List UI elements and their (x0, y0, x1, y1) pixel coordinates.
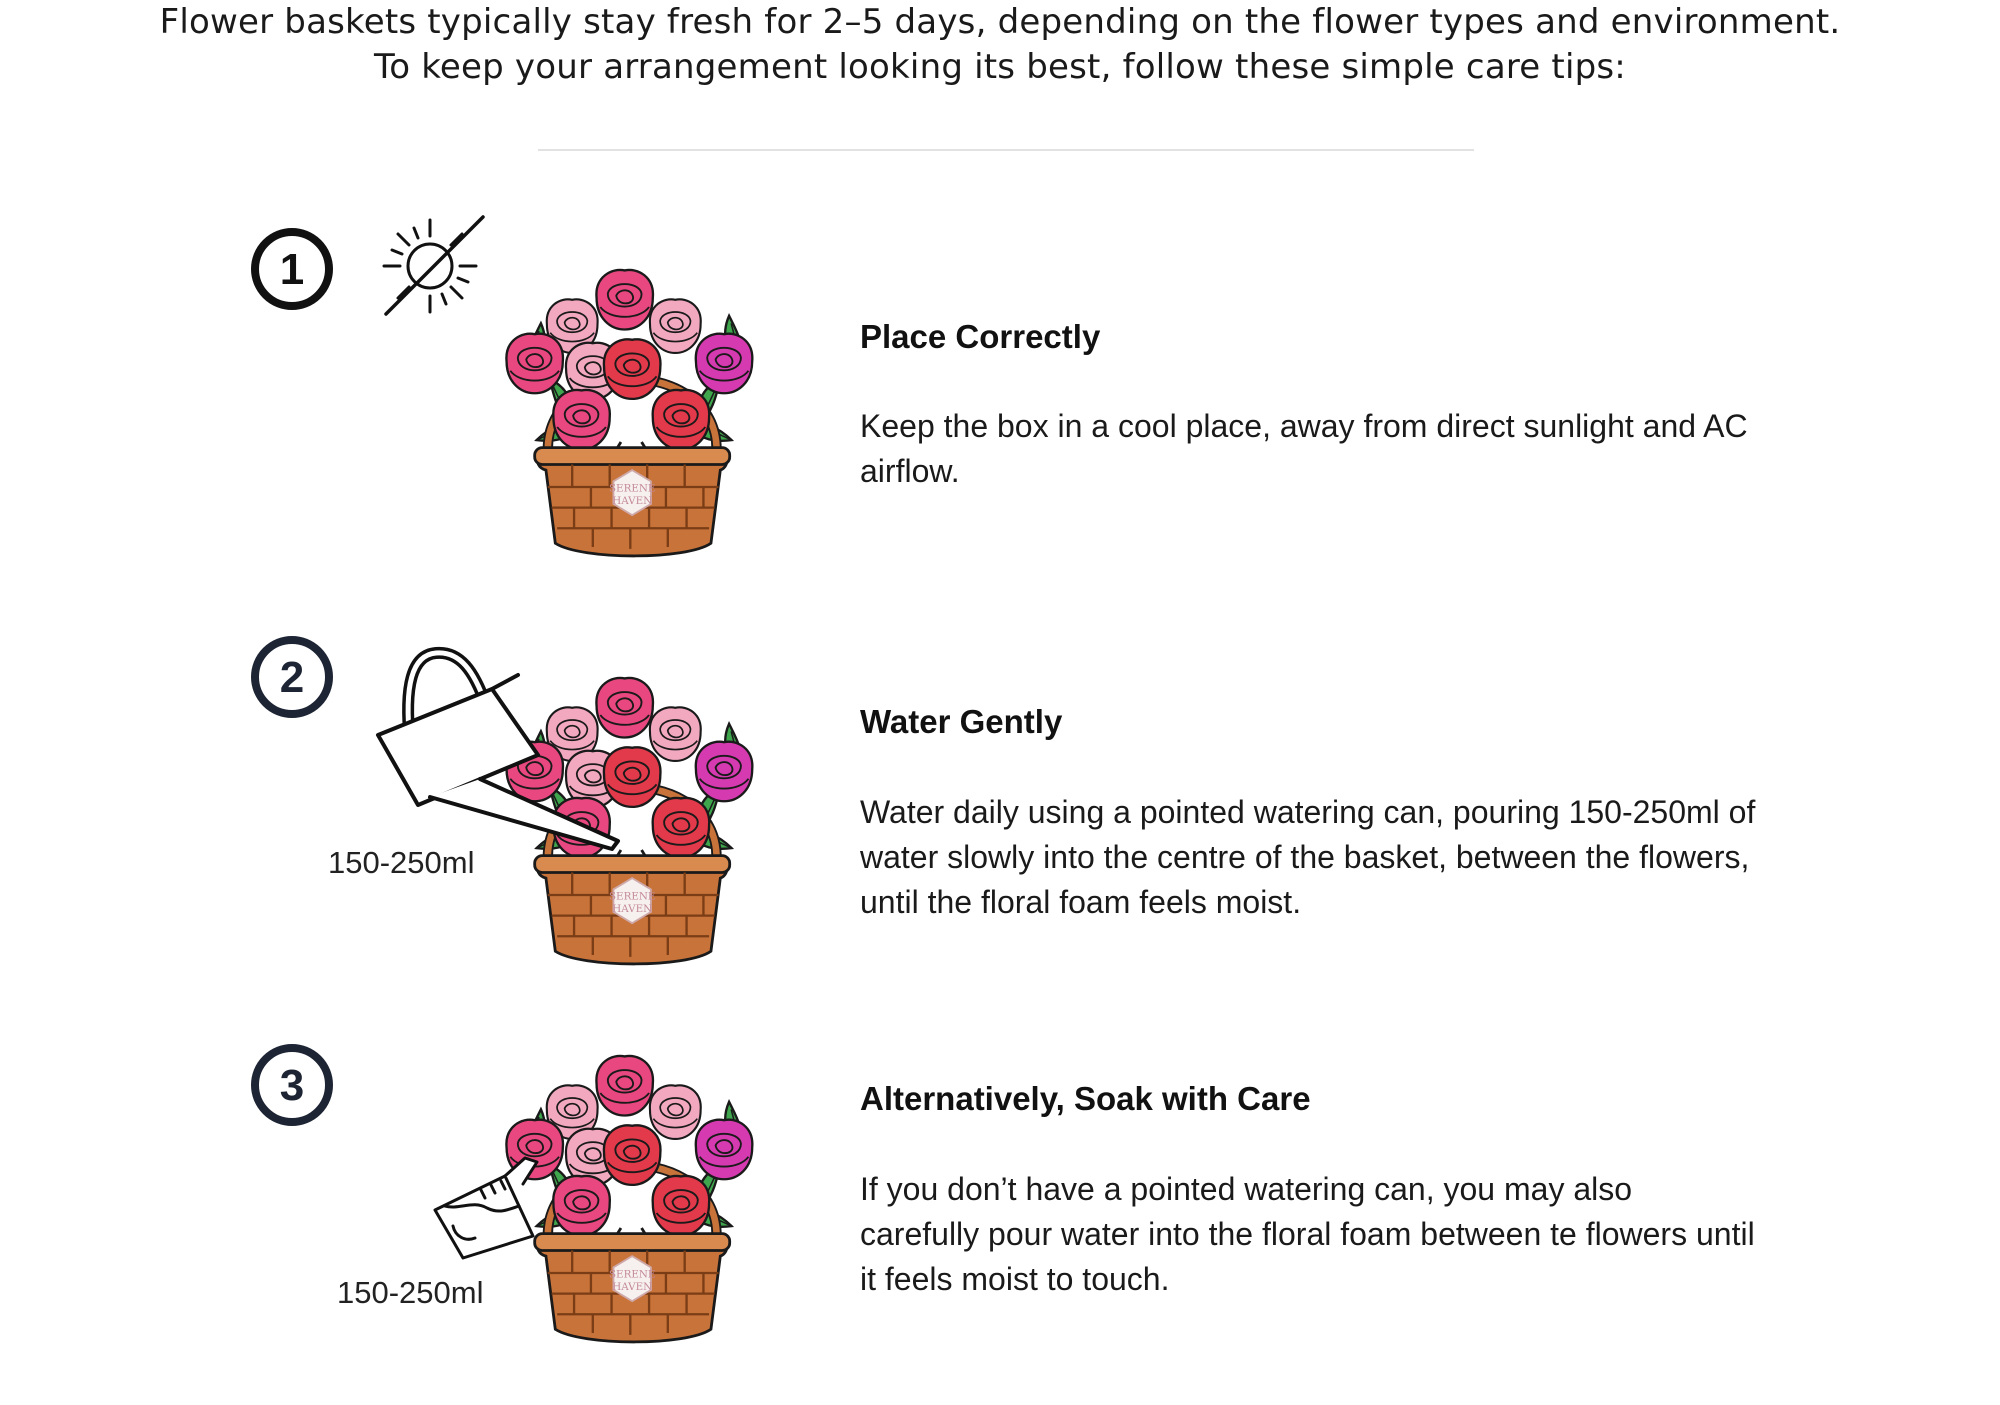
step-3-title: Alternatively, Soak with Care (860, 1080, 1311, 1117)
basket-logo-line-1: SERENE (609, 1268, 656, 1281)
watering-can-icon (370, 645, 630, 865)
measuring-jug-icon (425, 1150, 555, 1260)
no-sunlight-icon (378, 214, 488, 318)
step-2-body: Water daily using a pointed watering can, pouring 150-250ml of water slowly into the centre of the basket, between the flowers, until the floral foam feels moist. (860, 794, 1756, 920)
step-number-1-label: 1 (279, 245, 305, 294)
basket-logo-line-2: HAVEN (612, 494, 653, 507)
step-3-body: If you don’t have a pointed watering can, you may also carefully pour water into the floral foam between te flowers until it feels moist to touch. (860, 1171, 1755, 1297)
intro-line-1: Flower baskets typically stay fresh for 2–5 days, depending on the flower types and environment. (159, 2, 1841, 42)
intro-text (0, 0, 2000, 90)
flower-basket-1 (490, 262, 780, 562)
step-2-amount: 150-250ml (328, 845, 475, 880)
step-2-title: Water Gently (860, 703, 1063, 740)
step-number-3 (249, 1042, 335, 1128)
basket-logo-line-2: HAVEN (612, 902, 653, 915)
step-number-1 (249, 226, 335, 312)
basket-logo-line-1: SERENE (609, 890, 656, 903)
step-1-title: Place Correctly (860, 318, 1101, 355)
basket-logo-line-1: SERENE (609, 482, 656, 495)
divider (538, 149, 1474, 151)
step-number-3-label: 3 (279, 1061, 305, 1110)
step-number-2 (249, 634, 335, 720)
basket-logo-line-2: HAVEN (612, 1280, 653, 1293)
step-1-body: Keep the box in a cool place, away from direct sunlight and AC airflow. (860, 408, 1748, 489)
intro-line-2: To keep your arrangement looking its best, follow these simple care tips: (374, 47, 1626, 87)
step-number-2-label: 2 (279, 653, 305, 702)
step-3-amount: 150-250ml (337, 1275, 484, 1310)
